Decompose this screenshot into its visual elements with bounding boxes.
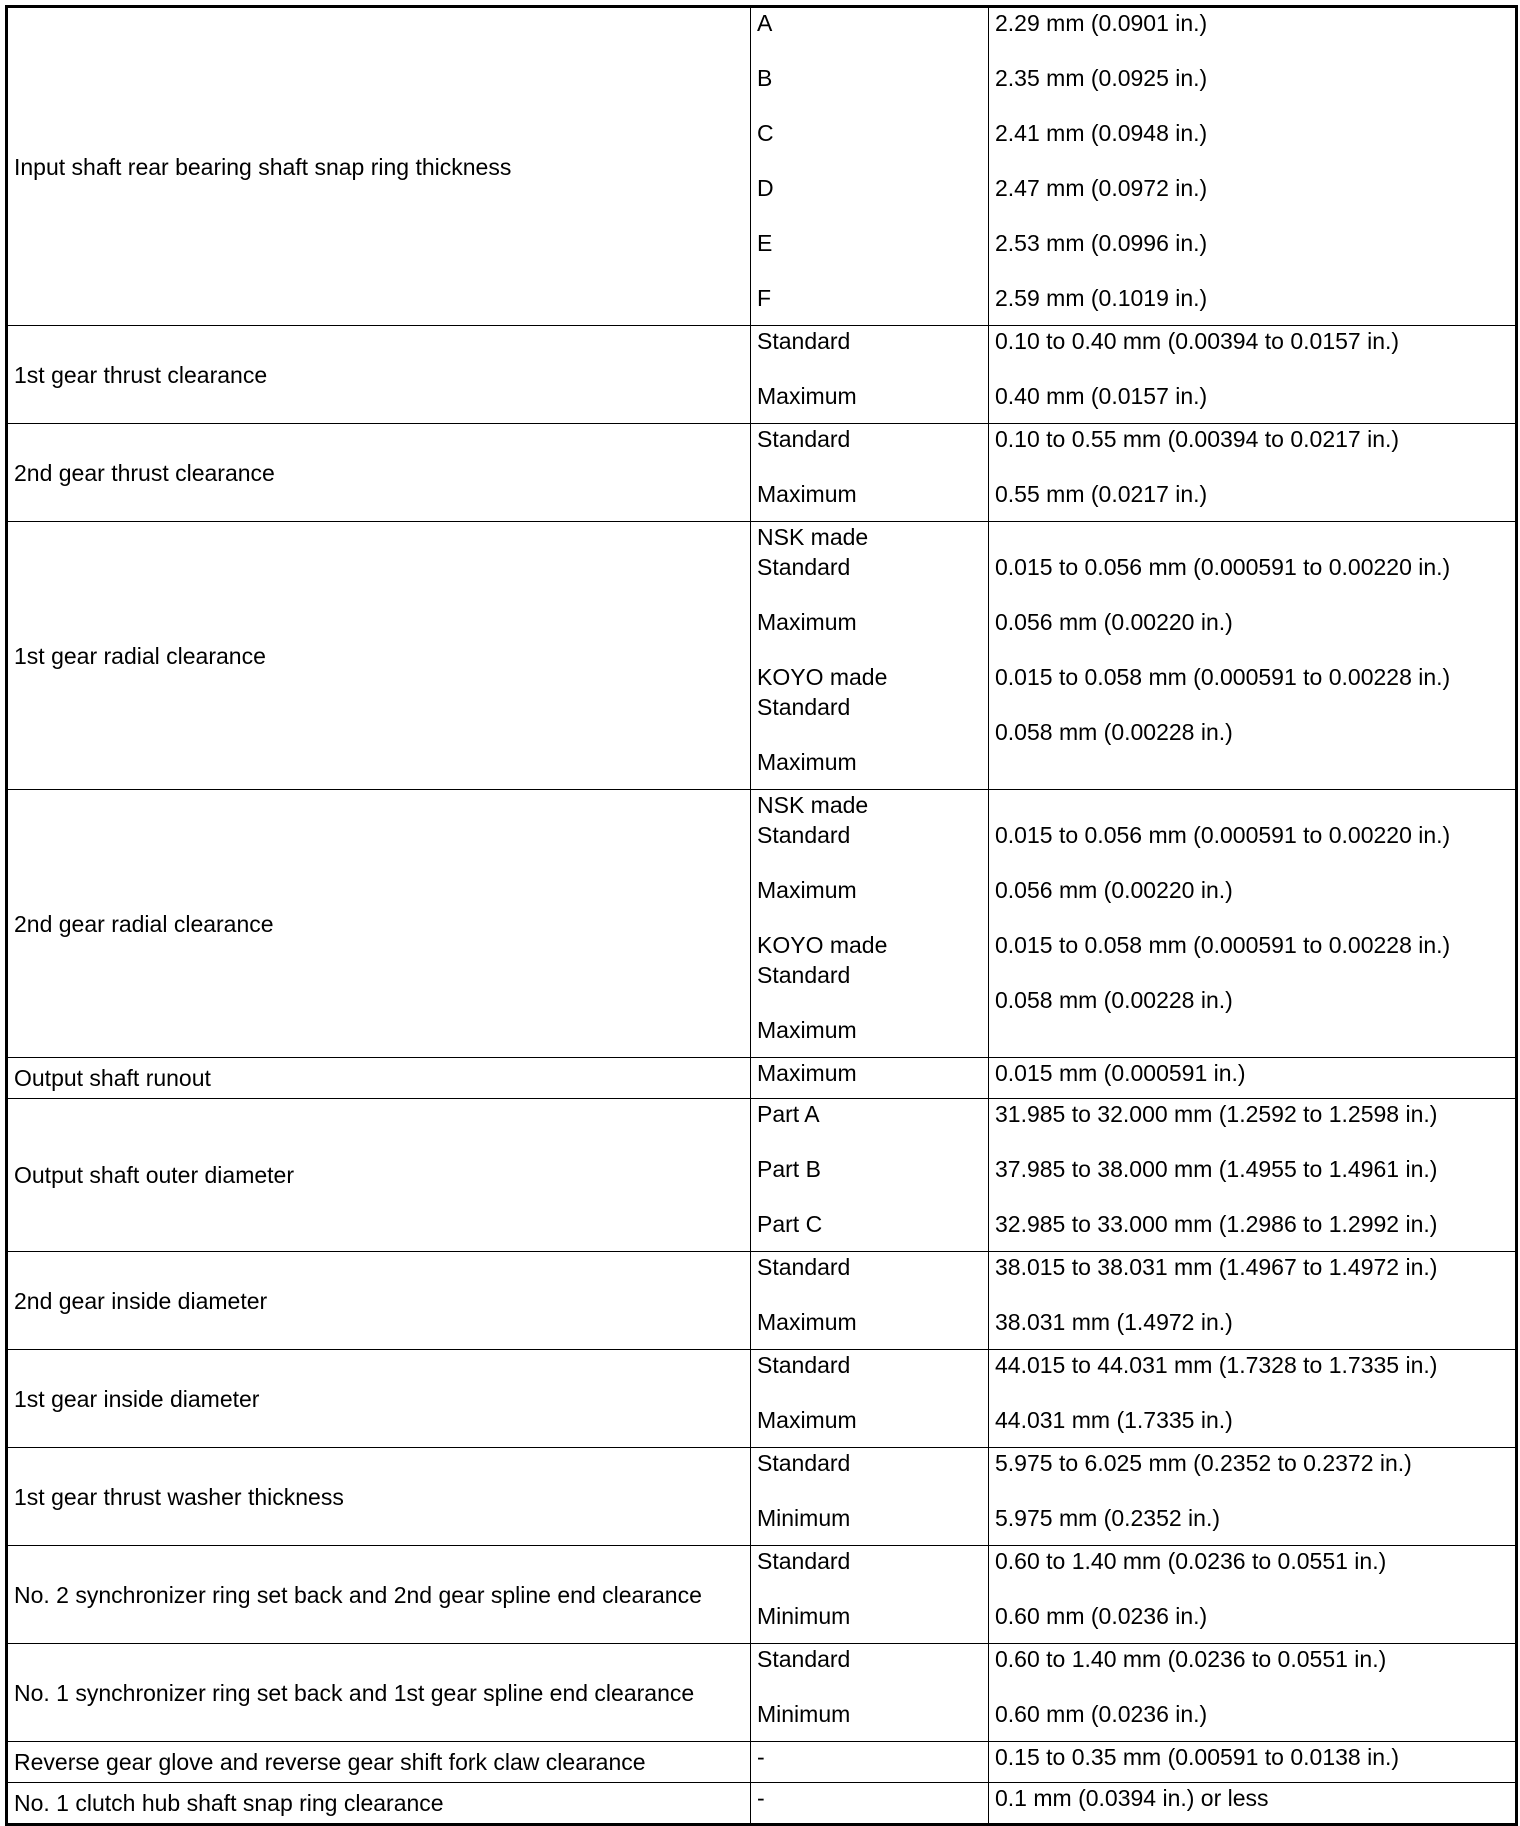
condition-label: Maximum <box>757 481 857 507</box>
condition-label: KOYO made <box>757 932 888 958</box>
condition-label: B <box>757 65 773 91</box>
item-label: Output shaft runout <box>7 1058 751 1099</box>
condition-label: Minimum <box>757 1505 851 1531</box>
table-row <box>7 1742 1517 1783</box>
table-row <box>7 1546 1517 1644</box>
item-label: No. 2 synchronizer ring set back and 2nd gear spline end clearance <box>7 1546 751 1644</box>
value-text: 0.015 to 0.056 mm (0.000591 to 0.00220 in.) <box>995 822 1451 848</box>
value-text: 0.10 to 0.55 mm (0.00394 to 0.0217 in.) <box>995 426 1400 452</box>
table-row <box>7 1058 1517 1099</box>
value-cell <box>989 1742 1517 1783</box>
value-text: 31.985 to 32.000 mm (1.2592 to 1.2598 in.) <box>995 1101 1438 1127</box>
value-cell <box>989 1350 1517 1448</box>
value-text: 32.985 to 33.000 mm (1.2986 to 1.2992 in.) <box>995 1211 1438 1237</box>
value-cell <box>989 326 1517 424</box>
table-row <box>7 1350 1517 1448</box>
condition-label: Part C <box>757 1211 823 1237</box>
condition-label: Standard <box>757 1352 851 1378</box>
value-cell <box>989 1644 1517 1742</box>
item-label: No. 1 clutch hub shaft snap ring clearance <box>7 1783 751 1825</box>
value-text: 0.1 mm (0.0394 in.) or less <box>995 1785 1269 1811</box>
value-text: 2.35 mm (0.0925 in.) <box>995 65 1208 91</box>
condition-label: NSK made <box>757 524 869 550</box>
table-row <box>7 326 1517 424</box>
condition-label: Standard <box>757 328 851 354</box>
value-text: 0.55 mm (0.0217 in.) <box>995 481 1208 507</box>
value-cell <box>989 1099 1517 1252</box>
condition-label: Standard <box>757 1646 851 1672</box>
item-label: Input shaft rear bearing shaft snap ring thickness <box>7 7 751 326</box>
value-text: 0.015 to 0.058 mm (0.000591 to 0.00228 in.) <box>995 932 1451 958</box>
value-text: 0.056 mm (0.00220 in.) <box>995 609 1233 635</box>
value-text: 2.53 mm (0.0996 in.) <box>995 230 1208 256</box>
table-row <box>7 522 1517 790</box>
item-label: 1st gear thrust washer thickness <box>7 1448 751 1546</box>
value-cell <box>989 1058 1517 1099</box>
condition-label: NSK made <box>757 792 869 818</box>
condition-cell <box>751 1058 989 1099</box>
condition-cell <box>751 1099 989 1252</box>
table-row <box>7 1644 1517 1742</box>
value-text: 0.40 mm (0.0157 in.) <box>995 383 1208 409</box>
condition-label: Maximum <box>757 1060 857 1086</box>
value-text: 0.015 to 0.056 mm (0.000591 to 0.00220 in.) <box>995 554 1451 580</box>
table-row <box>7 7 1517 326</box>
value-cell <box>989 7 1517 326</box>
condition-label: Minimum <box>757 1603 851 1629</box>
value-text: 0.056 mm (0.00220 in.) <box>995 877 1233 903</box>
condition-label: KOYO made <box>757 664 888 690</box>
condition-label: C <box>757 120 774 146</box>
value-cell <box>989 1448 1517 1546</box>
table-row <box>7 1252 1517 1350</box>
condition-cell <box>751 1783 989 1825</box>
condition-label: Maximum <box>757 1017 857 1043</box>
condition-cell <box>751 7 989 326</box>
value-text: 0.058 mm (0.00228 in.) <box>995 987 1233 1013</box>
condition-cell <box>751 790 989 1058</box>
condition-cell <box>751 522 989 790</box>
condition-label: E <box>757 230 773 256</box>
condition-label: Minimum <box>757 1701 851 1727</box>
condition-label: Maximum <box>757 877 857 903</box>
condition-label: Standard <box>757 1450 851 1476</box>
value-cell <box>989 1783 1517 1825</box>
condition-label: Standard <box>757 426 851 452</box>
condition-cell <box>751 1742 989 1783</box>
item-label: 2nd gear radial clearance <box>7 790 751 1058</box>
value-text: 0.60 to 1.40 mm (0.0236 to 0.0551 in.) <box>995 1646 1387 1672</box>
value-cell <box>989 790 1517 1058</box>
value-text: 0.60 mm (0.0236 in.) <box>995 1701 1208 1727</box>
item-label: Output shaft outer diameter <box>7 1099 751 1252</box>
spacer <box>995 524 1509 554</box>
value-text: 0.60 mm (0.0236 in.) <box>995 1603 1208 1629</box>
condition-cell <box>751 1448 989 1546</box>
condition-cell <box>751 326 989 424</box>
value-text: 2.59 mm (0.1019 in.) <box>995 285 1208 311</box>
condition-label: Part A <box>757 1101 820 1127</box>
value-text: 44.015 to 44.031 mm (1.7328 to 1.7335 in.) <box>995 1352 1438 1378</box>
value-cell <box>989 424 1517 522</box>
value-text: 2.29 mm (0.0901 in.) <box>995 10 1208 36</box>
condition-label: Maximum <box>757 749 857 775</box>
value-text: 0.60 to 1.40 mm (0.0236 to 0.0551 in.) <box>995 1548 1387 1574</box>
value-text: 2.41 mm (0.0948 in.) <box>995 120 1208 146</box>
value-cell <box>989 1252 1517 1350</box>
value-text: 0.10 to 0.40 mm (0.00394 to 0.0157 in.) <box>995 328 1400 354</box>
condition-cell <box>751 1644 989 1742</box>
value-text: 2.47 mm (0.0972 in.) <box>995 175 1208 201</box>
value-text: 44.031 mm (1.7335 in.) <box>995 1407 1233 1433</box>
value-text: 37.985 to 38.000 mm (1.4955 to 1.4961 in.) <box>995 1156 1438 1182</box>
value-text: 0.015 mm (0.000591 in.) <box>995 1060 1246 1086</box>
condition-label: Maximum <box>757 1309 857 1335</box>
item-label: 1st gear thrust clearance <box>7 326 751 424</box>
value-text: 38.031 mm (1.4972 in.) <box>995 1309 1233 1335</box>
condition-label: Standard <box>757 962 851 988</box>
table-row <box>7 1099 1517 1252</box>
item-label: 2nd gear inside diameter <box>7 1252 751 1350</box>
table-row <box>7 1783 1517 1825</box>
value-text: 5.975 mm (0.2352 in.) <box>995 1505 1221 1531</box>
condition-label: D <box>757 175 774 201</box>
condition-label: - <box>757 1744 765 1770</box>
condition-label: Standard <box>757 694 851 720</box>
value-text: 0.058 mm (0.00228 in.) <box>995 719 1233 745</box>
value-text: 0.015 to 0.058 mm (0.000591 to 0.00228 in.) <box>995 664 1451 690</box>
table-row <box>7 1448 1517 1546</box>
condition-label: Maximum <box>757 383 857 409</box>
condition-label: - <box>757 1785 765 1811</box>
condition-cell <box>751 1252 989 1350</box>
condition-label: Part B <box>757 1156 821 1182</box>
item-label: 1st gear radial clearance <box>7 522 751 790</box>
condition-cell <box>751 1546 989 1644</box>
condition-label: Maximum <box>757 609 857 635</box>
table-row <box>7 424 1517 522</box>
value-cell <box>989 1546 1517 1644</box>
value-text: 0.15 to 0.35 mm (0.00591 to 0.0138 in.) <box>995 1744 1400 1770</box>
condition-label: Standard <box>757 822 851 848</box>
table-row <box>7 790 1517 1058</box>
condition-label: Standard <box>757 1254 851 1280</box>
condition-label: Standard <box>757 1548 851 1574</box>
value-text: 38.015 to 38.031 mm (1.4967 to 1.4972 in.) <box>995 1254 1438 1280</box>
item-label: 1st gear inside diameter <box>7 1350 751 1448</box>
item-label: Reverse gear glove and reverse gear shift fork claw clearance <box>7 1742 751 1783</box>
condition-label: Standard <box>757 554 851 580</box>
value-cell <box>989 522 1517 790</box>
specification-table <box>5 5 1518 1826</box>
condition-cell <box>751 1350 989 1448</box>
condition-cell <box>751 424 989 522</box>
condition-label: F <box>757 285 772 311</box>
item-label: 2nd gear thrust clearance <box>7 424 751 522</box>
condition-label: A <box>757 10 773 36</box>
condition-label: Maximum <box>757 1407 857 1433</box>
value-text: 5.975 to 6.025 mm (0.2352 to 0.2372 in.) <box>995 1450 1412 1476</box>
item-label: No. 1 synchronizer ring set back and 1st gear spline end clearance <box>7 1644 751 1742</box>
spacer <box>995 792 1509 822</box>
